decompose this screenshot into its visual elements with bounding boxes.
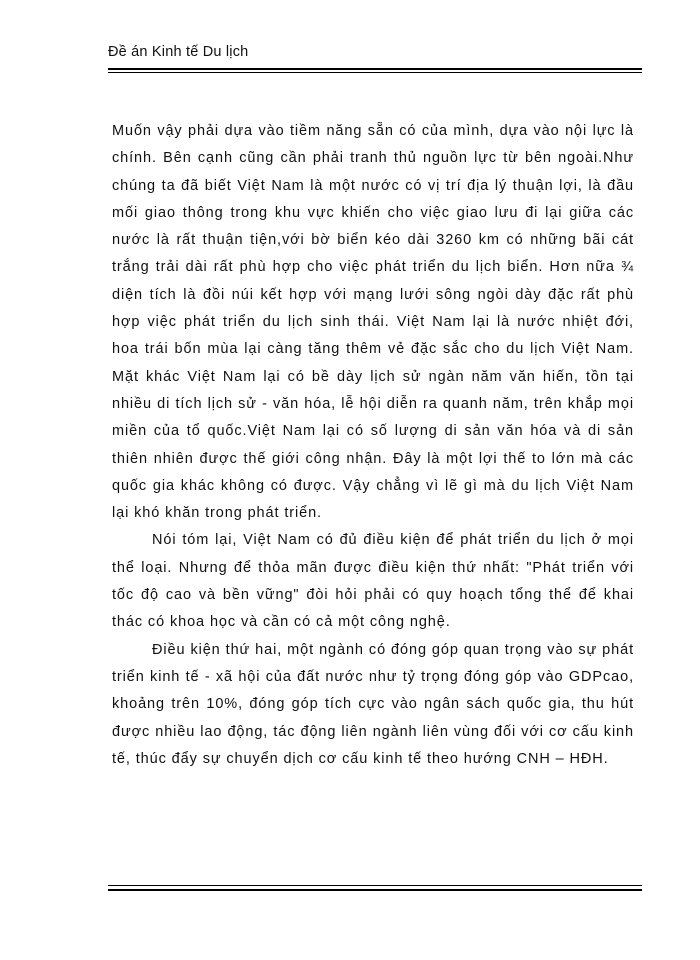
paragraph-1: Muốn vậy phải dựa vào tiềm năng sẵn có của mình, dựa vào nội lực là chính. Bên cạnh cũng cần phải tranh thủ nguồn lực từ bên ngoài.Như chúng ta đã biết Việt Nam là một nước có vị trí địa lý thuận lợi, là đầu mối giao thông trong khu vực khiến cho việc giao lưu đi lại giữa các nước là rất thuận tiện,với bờ biển kéo dài 3260 km có những bãi cát trắng trải dài rất phù hợp cho việc phát triển du lịch biển. Hơn nữa ¾ diện tích là đồi núi kết hợp với mạng lưới sông ngòi dày đặc rất phù hợp việc phát triển du lịch sinh thái. Việt Nam lại là nước nhiệt đới, hoa trái bốn mùa lại càng tăng thêm vẻ đặc sắc cho du lịch Việt Nam. Mặt khác Việt Nam lại có bề dày lịch sử ngàn năm văn hiến, tồn tại nhiều di tích lịch sử - văn hóa, lễ hội diễn ra quanh năm, trên khắp mọi miền của tổ quốc.Việt Nam lại có số lượng di sản văn hóa và di sản thiên nhiên được thế giới công nhận. Đây là một lợi thế to lớn mà các quốc gia khác không có được. Vậy chẳng vì lẽ gì mà du lịch Việt Nam lại khó khăn trong phát triển. xyxy=(112,123,634,522)
document-body xyxy=(112,118,634,773)
paragraph-2: Nói tóm lại, Việt Nam có đủ điều kiện để phát triển du lịch ở mọi thể loại. Nhưng để thỏa mãn được điều kiện thứ nhất: "Phát triển với tốc độ cao và bền vững" đòi hỏi phải có quy hoạch tổng thể để khai thác có khoa học và cần có cả một công nghệ. xyxy=(112,532,634,631)
header-rule-thick xyxy=(108,68,642,70)
header-rule-thin xyxy=(108,72,642,73)
footer-rule-thick xyxy=(108,889,642,891)
footer-rule-thin xyxy=(108,885,642,886)
page-header-title: Đề án Kinh tế Du lịch xyxy=(108,44,249,60)
paragraph-3: Điều kiện thứ hai, một ngành có đóng góp quan trọng vào sự phát triển kinh tế - xã hội của đất nước như tỷ trọng đóng góp vào GDPcao, khoảng trên 10%, đóng góp tích cực vào ngân sách quốc gia, thu hút được nhiều lao động, tác động liên ngành liên vùng đối với cơ cấu kinh tế, thúc đẩy sự chuyển dịch cơ cấu kinh tế theo hướng CNH – HĐH. xyxy=(112,641,634,767)
